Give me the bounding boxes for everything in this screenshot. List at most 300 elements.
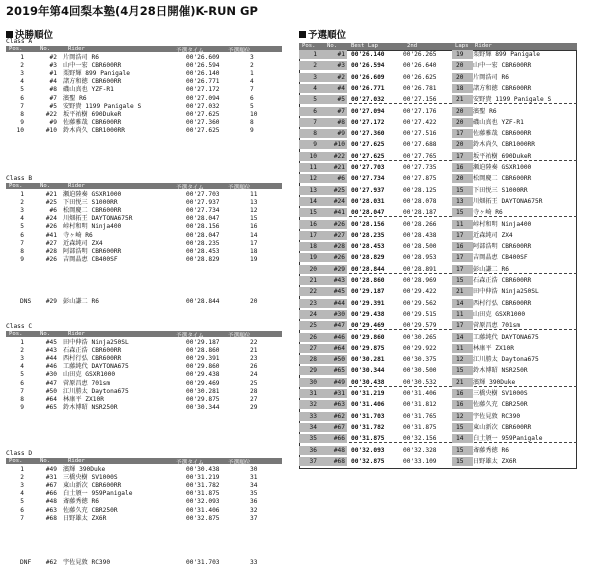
final-no: #30 [45, 371, 57, 379]
qual-no: #1 [337, 51, 345, 58]
qual-second: 00'27.875 [403, 175, 437, 183]
qual-no: #5 [337, 96, 345, 104]
final-qpos: 7 [250, 86, 254, 94]
qualifying-row [299, 423, 577, 432]
final-rider: 菅原昌恵 701sm [63, 379, 111, 387]
qual-pos: 27 [309, 344, 317, 352]
final-qpos: 21 [250, 346, 258, 354]
final-no: #28 [45, 247, 57, 255]
qual-second: 00'26.781 [403, 84, 437, 92]
final-no: #5 [49, 102, 57, 110]
class-label: Class A [6, 38, 33, 45]
header-second: 2nd [407, 43, 418, 49]
qual-second: 00'33.109 [403, 457, 437, 465]
final-pos: 5 [20, 498, 24, 506]
qual-second: 00'27.422 [403, 118, 437, 126]
final-rider: 瀬迫陸奏 GSXR1000 [63, 190, 122, 198]
qual-best: 00'31.406 [351, 401, 385, 409]
header-rider: Rider [475, 43, 492, 49]
square-bullet-icon [299, 31, 306, 38]
qual-rider: 工藤純代 DAYTONA675 [473, 333, 539, 341]
qual-no: #4 [337, 84, 345, 92]
header-no: No. [40, 457, 51, 464]
qual-no: #49 [333, 378, 345, 386]
qual-rider: 西村行弘 CBR600RR [473, 299, 532, 307]
final-time: 00'27.172 [186, 86, 220, 94]
qual-rider: 石森正浩 CBR600RR [473, 277, 532, 284]
header-pos: Pos. [9, 45, 23, 52]
qual-rider: 川畑拓王 DAYTONA675R [473, 197, 543, 205]
qual-rider: 諸方和徳 CBR600RR [473, 84, 532, 92]
final-pos: 7 [20, 387, 24, 395]
qualifying-row [299, 129, 577, 138]
qualifying-row [299, 389, 577, 398]
final-no: #62 [45, 559, 57, 566]
qual-second: 00'30.375 [403, 356, 437, 364]
qual-no: #65 [333, 367, 345, 375]
qual-pos: 10 [309, 152, 317, 160]
final-no: #25 [45, 198, 57, 206]
final-row [6, 111, 282, 119]
final-row [6, 559, 282, 567]
final-qpos: 27 [250, 395, 258, 403]
qual-no: #30 [333, 310, 345, 318]
qual-rider: 田中伸浩 Ninja250SL [473, 288, 539, 296]
final-qpos: 1 [250, 69, 254, 77]
qualifying-row [299, 446, 577, 455]
header-pos: Pos. [9, 182, 23, 189]
final-pos: 8 [20, 110, 24, 118]
qual-no: #21 [333, 164, 345, 171]
final-qpos: 14 [250, 231, 258, 239]
qual-no: #28 [333, 243, 345, 251]
final-pos: 1 [20, 338, 24, 346]
final-no: #2 [49, 53, 57, 61]
qual-rider: 吉岡晶恵 CB400SF [473, 254, 528, 262]
header-time: 予選タイム [176, 459, 204, 466]
final-pos: 9 [20, 119, 24, 127]
header-time: 予選タイム [176, 184, 204, 191]
qual-rider: 白土頒一 959Panigale [473, 435, 543, 443]
final-row [6, 103, 282, 111]
final-pos: 3 [20, 206, 24, 214]
final-time: 00'30.344 [186, 404, 220, 412]
qual-best: 00'28.031 [351, 197, 385, 205]
final-pos: 2 [20, 473, 24, 481]
qual-second: 00'28.891 [403, 265, 437, 273]
qual-laps: 12 [456, 356, 464, 364]
qualifying-row [299, 208, 577, 217]
final-rider: 田中伸浩 Ninja250SL [63, 338, 129, 346]
final-rider: 西村行弘 CBR600RR [63, 354, 122, 362]
final-qpos: 10 [250, 110, 258, 118]
final-pos: 2 [20, 198, 24, 206]
class-label: Class C [6, 323, 33, 330]
final-no: #50 [45, 387, 57, 395]
qual-best: 00'32.875 [351, 457, 385, 465]
qual-no: #43 [333, 277, 345, 284]
qual-no: #50 [333, 356, 345, 364]
qual-rider: 濱輝 390Duke [473, 378, 516, 386]
final-pos: 5 [20, 223, 24, 231]
qual-best: 00'29.860 [351, 333, 385, 341]
final-qpos: 28 [250, 387, 258, 395]
final-pos: 2 [20, 61, 24, 69]
qual-second: 00'28.969 [403, 277, 437, 284]
final-rider: 安野貴 1199 Panigale S [63, 102, 142, 110]
final-pos: 5 [20, 371, 24, 379]
qual-second: 00'28.078 [403, 197, 437, 205]
qualifying-header-row [299, 43, 577, 50]
final-qpos: 35 [250, 490, 258, 498]
final-qpos: 5 [250, 102, 254, 110]
qual-rider: 東山新次 CBR600RR [473, 423, 532, 431]
final-no: #31 [45, 473, 57, 481]
qual-laps: 11 [456, 344, 464, 352]
qualifying-row [299, 84, 577, 93]
final-row [6, 515, 282, 523]
qual-pos: 5 [313, 96, 317, 104]
final-header-row [6, 331, 282, 337]
qual-laps: 14 [456, 333, 464, 341]
final-qpos: 4 [250, 78, 254, 86]
qual-rider: 松岡慶二 CBR600RR [473, 175, 532, 183]
final-no: #46 [45, 363, 57, 371]
final-time: 00'32.875 [186, 514, 220, 522]
qual-rider: 近森純司 ZX4 [473, 231, 513, 239]
qual-pos: 35 [309, 435, 317, 443]
final-row [6, 232, 282, 240]
qual-best: 00'31.703 [351, 412, 385, 420]
qual-laps: 15 [456, 277, 464, 284]
qual-rider: 安野貴 1199 Panigale S [473, 96, 552, 104]
header-qpos: 予選順位 [228, 184, 251, 191]
final-time: 00'27.360 [186, 119, 220, 127]
qualifying-row [299, 95, 577, 104]
qual-second: 00'26.265 [403, 51, 437, 58]
qual-no: #8 [337, 118, 345, 126]
final-qpos: 20 [250, 298, 258, 305]
qual-second: 00'27.688 [403, 141, 437, 149]
qual-pos: 33 [309, 412, 317, 420]
qual-rider: 彭山謙二 R6 [473, 265, 509, 273]
final-time: 00'31.782 [186, 481, 220, 489]
qual-pos: 22 [309, 288, 317, 296]
qual-second: 00'28.187 [403, 209, 437, 217]
qual-rider: 寺ヶ崎 R6 [473, 209, 503, 217]
qual-no: #48 [333, 446, 345, 454]
qual-pos: 9 [313, 141, 317, 149]
qual-best: 00'29.391 [351, 299, 385, 307]
qual-rider: 磯山真也 YZF-R1 [473, 118, 524, 126]
header-time: 予選タイム [176, 47, 204, 54]
final-qpos: 13 [250, 198, 258, 206]
final-heading-text: 決勝順位 [15, 30, 54, 41]
qualifying-row [299, 152, 577, 161]
qual-rider: 山田克 GSXR1000 [473, 310, 526, 318]
qual-no: #24 [333, 197, 345, 205]
final-time: 00'28.047 [186, 215, 220, 223]
final-pos: 3 [20, 354, 24, 362]
qual-second: 00'27.765 [403, 152, 437, 160]
final-time: 00'31.875 [186, 490, 220, 498]
final-time: 00'30.438 [186, 465, 220, 473]
final-row [6, 240, 282, 248]
final-time: 00'28.829 [186, 256, 220, 264]
final-qpos: 32 [250, 506, 258, 514]
final-row [6, 62, 282, 70]
final-row [6, 404, 282, 412]
final-time: 00'29.187 [186, 338, 220, 346]
final-row [6, 466, 282, 474]
final-no: #64 [45, 395, 57, 403]
final-row [6, 490, 282, 498]
final-pos: 6 [20, 379, 24, 387]
final-qpos: 31 [250, 473, 258, 481]
final-pos: 4 [20, 78, 24, 86]
qual-best: 00'28.047 [351, 209, 385, 217]
final-row [6, 207, 282, 215]
final-rider: 鈴木尚久 CBR1000RR [63, 127, 126, 135]
final-rider: 磯山真也 YZF-R1 [63, 86, 114, 94]
final-qpos: 29 [250, 404, 258, 412]
qual-laps: 15 [456, 423, 464, 431]
final-row [6, 248, 282, 256]
final-qpos: 17 [250, 239, 258, 247]
final-rider: 白土頒一 959Panigale [63, 490, 133, 498]
qual-no: #41 [333, 209, 345, 217]
qual-laps: 20 [456, 175, 464, 183]
final-rider: 工藤純代 DAYTONA675 [63, 363, 129, 371]
qualifying-row [299, 310, 577, 319]
final-time: 00'29.875 [186, 395, 220, 403]
class-label: Class D [6, 450, 33, 457]
qual-best: 00'30.438 [351, 378, 385, 386]
qual-pos: 32 [309, 401, 317, 409]
qual-rider: 鈴木博昭 NSR250R [473, 367, 528, 375]
final-qpos: 30 [250, 465, 258, 473]
final-time: 00'28.047 [186, 231, 220, 239]
qual-pos: 2 [313, 62, 317, 70]
qual-laps: 21 [456, 96, 464, 104]
final-no: #45 [45, 338, 57, 346]
final-pos: DNF [20, 559, 32, 566]
qual-best: 00'27.032 [351, 96, 385, 104]
final-row [6, 191, 282, 199]
qual-no: #44 [333, 299, 345, 307]
qualifying-row [299, 140, 577, 149]
qualifying-row [299, 107, 577, 116]
final-row [6, 474, 282, 482]
qual-laps: 11 [456, 310, 464, 318]
final-time: 00'27.094 [186, 94, 220, 102]
final-no: #48 [45, 498, 57, 506]
final-pos: 6 [20, 231, 24, 239]
final-time: 00'28.235 [186, 239, 220, 247]
header-pos: Pos. [302, 43, 316, 49]
final-time: 00'29.391 [186, 354, 220, 362]
header-best: Best Lap [351, 43, 378, 49]
qual-pos: 31 [309, 390, 317, 397]
qual-rider: 瀬迫陸奏 GSXR1000 [473, 164, 532, 171]
qual-pos: 15 [309, 209, 317, 217]
final-qpos: 25 [250, 379, 258, 387]
qual-rider: 峠村和明 Ninja400 [473, 220, 532, 228]
qual-laps: 15 [456, 457, 464, 465]
final-rider: 近森純司 ZX4 [63, 239, 103, 247]
qual-pos: 13 [309, 186, 317, 194]
qual-laps: 14 [456, 435, 464, 443]
final-row [6, 70, 282, 78]
final-rider: 吉岡晶恵 CB400SF [63, 256, 118, 264]
final-qpos: 9 [250, 127, 254, 135]
final-time: 00'29.438 [186, 371, 220, 379]
qual-second: 00'31.765 [403, 412, 437, 420]
final-time: 00'28.860 [186, 346, 220, 354]
final-row [6, 215, 282, 223]
qualifying-row [299, 400, 577, 409]
qual-no: #3 [337, 62, 345, 70]
qual-no: #29 [333, 265, 345, 273]
qual-no: #63 [333, 401, 345, 409]
qual-pos: 21 [309, 277, 317, 284]
qual-rider: 宇佐見敦 RC390 [473, 412, 521, 420]
final-pos: 1 [20, 190, 24, 198]
final-no: #10 [45, 127, 57, 135]
final-qpos: 34 [250, 481, 258, 489]
final-row [6, 363, 282, 371]
qualifying-row [299, 163, 577, 172]
qual-second: 00'31.812 [403, 401, 437, 409]
final-pos: 7 [20, 514, 24, 522]
final-qpos: 23 [250, 354, 258, 362]
header-qpos: 予選順位 [228, 459, 251, 466]
qual-laps: 16 [456, 401, 464, 409]
final-pos: 10 [16, 127, 24, 135]
final-no: #26 [45, 256, 57, 264]
final-rider: 佐藤雅哉 CBR600RR [63, 119, 122, 127]
final-no: #4 [49, 78, 57, 86]
final-qpos: 11 [250, 190, 258, 198]
final-row [6, 388, 282, 396]
final-header-row [6, 183, 282, 189]
qual-second: 00'29.515 [403, 310, 437, 318]
header-qpos: 予選順位 [228, 47, 251, 54]
qual-second: 00'29.562 [403, 299, 437, 307]
qual-best: 00'26.609 [351, 73, 385, 81]
final-header-row [6, 458, 282, 464]
qualifying-row [299, 299, 577, 308]
qual-best: 00'27.172 [351, 118, 385, 126]
final-rider: 諸方和徳 CBR600RR [63, 78, 122, 86]
final-pos: DNS [20, 298, 32, 305]
qualifying-row [299, 287, 577, 296]
final-time: 00'31.406 [186, 506, 220, 514]
qual-no: #66 [333, 435, 345, 443]
qualifying-row [299, 412, 577, 421]
qualifying-row [299, 242, 577, 251]
final-time: 00'28.844 [186, 298, 220, 305]
final-rider: 三橋央樹 SV1000S [63, 473, 118, 481]
qual-laps: 16 [456, 243, 464, 251]
final-qpos: 8 [250, 119, 254, 127]
header-no: No. [40, 182, 51, 189]
final-row [6, 482, 282, 490]
qual-pos: 28 [309, 356, 317, 364]
qual-best: 00'31.875 [351, 435, 385, 443]
qual-no: #22 [333, 152, 345, 160]
final-rider: 彭山謙二 R6 [63, 298, 99, 305]
qual-pos: 4 [313, 84, 317, 92]
qual-no: #7 [337, 107, 345, 115]
final-rider: 松岡慶二 CBR600RR [63, 206, 122, 214]
final-pos: 4 [20, 363, 24, 371]
qual-laps: 17 [456, 265, 464, 273]
qual-best: 00'30.281 [351, 356, 385, 364]
qual-laps: 21 [456, 288, 464, 296]
final-no: #1 [49, 69, 57, 77]
final-no: #44 [45, 354, 57, 362]
final-rider: 東山新次 CBR600RR [63, 481, 122, 489]
qual-no: #27 [333, 231, 345, 239]
final-time: 00'26.609 [186, 53, 220, 61]
qual-no: #10 [333, 141, 345, 149]
qual-rider: 濱聖 R6 [473, 107, 497, 115]
header-rider: Rider [68, 330, 85, 337]
final-row [6, 507, 282, 515]
qual-laps: 17 [456, 254, 464, 262]
qual-second: 00'28.953 [403, 254, 437, 262]
qual-second: 00'31.406 [403, 390, 437, 397]
qual-rider: 鈴木尚久 CBR1000RR [473, 141, 536, 149]
final-qpos: 12 [250, 206, 258, 214]
final-row [6, 95, 282, 103]
final-row [6, 119, 282, 127]
qual-second: 00'28.125 [403, 186, 437, 194]
header-pos: Pos. [9, 330, 23, 337]
qual-best: 00'27.625 [351, 141, 385, 149]
qual-no: #9 [337, 130, 345, 138]
qual-no: #62 [333, 412, 345, 420]
final-pos: 7 [20, 239, 24, 247]
final-rider: 濱聖 R6 [63, 94, 87, 102]
header-rider: Rider [68, 45, 85, 52]
final-time: 00'26.140 [186, 69, 220, 77]
final-rider: 寺ヶ崎 R6 [63, 231, 93, 239]
final-row [6, 355, 282, 363]
qualifying-row [299, 197, 577, 206]
final-rider: 山中一宏 CBR600RR [63, 61, 122, 69]
qual-second: 00'28.500 [403, 243, 437, 251]
final-time: 00'28.453 [186, 247, 220, 255]
qual-rider: 佐藤雅哉 CBR600RR [473, 130, 532, 138]
qualifying-row [299, 321, 577, 330]
qual-best: 00'29.438 [351, 310, 385, 318]
qual-best: 00'27.703 [351, 164, 385, 171]
qual-no: #6 [337, 175, 345, 183]
final-no: #68 [45, 514, 57, 522]
final-time: 00'29.469 [186, 379, 220, 387]
qual-no: #64 [333, 344, 345, 352]
qual-laps: 16 [456, 390, 464, 397]
final-qpos: 15 [250, 215, 258, 223]
final-no: #65 [45, 404, 57, 412]
qual-pos: 12 [309, 175, 317, 183]
qual-second: 00'29.579 [403, 322, 437, 330]
final-pos: 4 [20, 215, 24, 223]
final-rider: 斎藤秀徳 R6 [63, 498, 99, 506]
qual-pos: 24 [309, 310, 317, 318]
